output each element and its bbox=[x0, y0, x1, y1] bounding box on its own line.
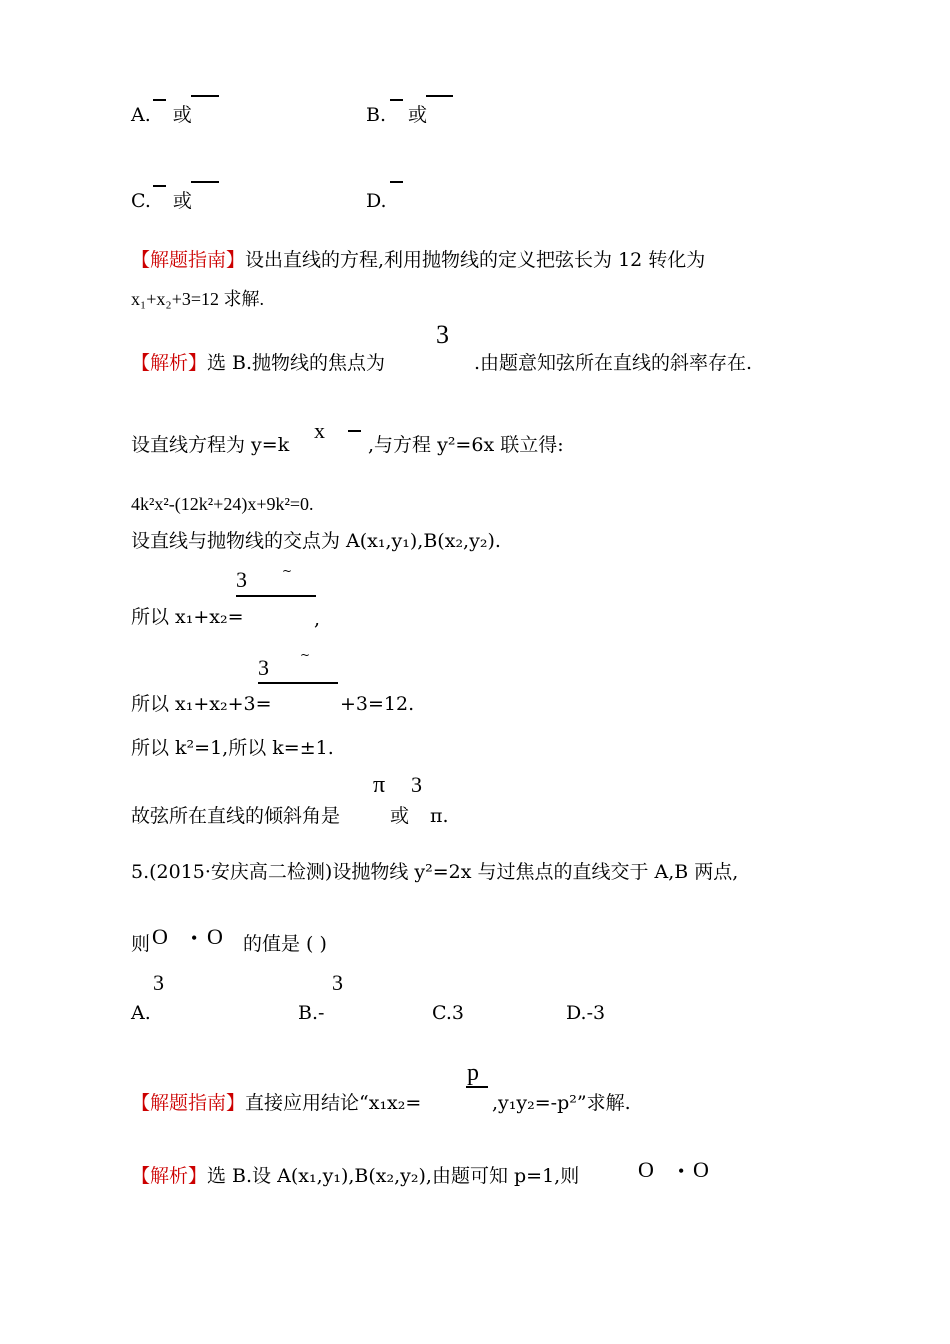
vector-o: O bbox=[693, 1157, 709, 1182]
solution-text: .由题意知弦所在直线的斜率存在. bbox=[474, 352, 753, 374]
solution-line-5: 所以 x₁+x₂= bbox=[131, 606, 244, 628]
fraction-bar bbox=[466, 1086, 488, 1088]
fraction-bar bbox=[153, 185, 166, 187]
fraction-numerator: π bbox=[373, 772, 386, 798]
vector-o: O bbox=[638, 1157, 654, 1182]
solution-text: 或 bbox=[390, 805, 410, 827]
guide-line-2: x₁+x₂+3=12 求解. bbox=[131, 289, 265, 309]
guide-tag: 【解题指南】 bbox=[131, 1092, 246, 1114]
option-label: D. bbox=[366, 190, 387, 212]
option-label: B. bbox=[366, 104, 387, 126]
option-label: A. bbox=[131, 104, 151, 126]
q5-guide-line bbox=[131, 1092, 421, 1114]
vector-o: O bbox=[207, 924, 223, 949]
option-c: C.3 bbox=[432, 1002, 464, 1024]
fraction-numerator: 3 bbox=[236, 567, 247, 592]
option-b: B.- bbox=[298, 1002, 325, 1024]
tilde-mark: ~ bbox=[282, 564, 293, 578]
fraction-bar bbox=[153, 99, 166, 101]
solution-tag: 【解析】 bbox=[131, 1165, 208, 1187]
fraction-bar bbox=[348, 430, 361, 432]
fraction-bar bbox=[236, 595, 316, 597]
fraction-bar bbox=[390, 99, 403, 101]
guide-tag: 【解题指南】 bbox=[131, 249, 246, 271]
question-5-stem-2: 则 bbox=[131, 933, 151, 955]
fraction-bar bbox=[426, 95, 453, 97]
solution-tag: 【解析】 bbox=[131, 352, 208, 374]
math-variable: x bbox=[314, 418, 325, 443]
fraction-numerator: 3 bbox=[411, 772, 422, 797]
guide-text: 设出直线的方程,利用抛物线的定义把弦长为 12 转化为 bbox=[245, 249, 706, 271]
solution-text: 选 B.抛物线的焦点为 bbox=[207, 352, 386, 374]
solution-line-4: 设直线与抛物线的交点为 A(x₁,y₁),B(x₂,y₂). bbox=[131, 530, 501, 552]
solution-line-8: 故弦所在直线的倾斜角是 bbox=[131, 805, 341, 827]
option-a bbox=[131, 104, 192, 126]
tilde-mark: ~ bbox=[300, 648, 311, 662]
solution-line-2: 设直线方程为 y=k bbox=[131, 434, 290, 456]
fraction-bar bbox=[258, 682, 338, 684]
guide-text: ,y₁y₂=-p²”求解. bbox=[492, 1092, 631, 1114]
solution-text: 选 B.设 A(x₁,y₁),B(x₂,y₂),由题可知 p=1,则 bbox=[207, 1165, 580, 1187]
option-d bbox=[366, 190, 387, 212]
solution-line-6: 所以 x₁+x₂+3= bbox=[131, 693, 272, 715]
vector-o: O bbox=[152, 924, 168, 949]
solution-text: ,与方程 y²=6x 联立得: bbox=[368, 434, 564, 456]
fraction-numerator: 3 bbox=[258, 655, 269, 680]
solution-line-7: 所以 k²=1,所以 k=±1. bbox=[131, 737, 334, 759]
solution-text: , bbox=[314, 608, 321, 630]
guide-line-1 bbox=[131, 249, 705, 271]
option-c bbox=[131, 190, 192, 212]
option-tail: 或 bbox=[172, 190, 192, 212]
dot-operator: • bbox=[678, 1161, 685, 1181]
solution-text: π. bbox=[430, 805, 449, 827]
fraction-numerator: 3 bbox=[332, 970, 343, 995]
question-5-stem: 5.(2015·安庆高二检测)设抛物线 y²=2x 与过焦点的直线交于 A,B 两点, bbox=[131, 861, 739, 883]
solution-line-1 bbox=[131, 352, 385, 374]
guide-text: 直接应用结论“x₁x₂= bbox=[245, 1092, 422, 1114]
option-d: D.-3 bbox=[566, 1002, 606, 1024]
fraction-bar bbox=[191, 181, 219, 183]
fraction-bar bbox=[191, 95, 219, 97]
solution-line-3: 4k²x²-(12k²+24)x+9k²=0. bbox=[131, 494, 314, 514]
dot-operator: • bbox=[191, 928, 198, 948]
option-a: A. bbox=[131, 1002, 151, 1024]
fraction-bar bbox=[390, 181, 403, 183]
option-label: C. bbox=[131, 190, 151, 212]
fraction-numerator: p bbox=[467, 1060, 479, 1086]
question-5-stem-2-tail: 的值是 ( ) bbox=[243, 933, 327, 955]
option-tail: 或 bbox=[408, 104, 428, 126]
fraction-numerator: 3 bbox=[436, 320, 449, 349]
solution-text: +3=12. bbox=[340, 693, 415, 715]
fraction-numerator: 3 bbox=[153, 970, 164, 995]
option-tail: 或 bbox=[172, 104, 192, 126]
q5-solution-line bbox=[131, 1165, 579, 1187]
option-b bbox=[366, 104, 427, 126]
